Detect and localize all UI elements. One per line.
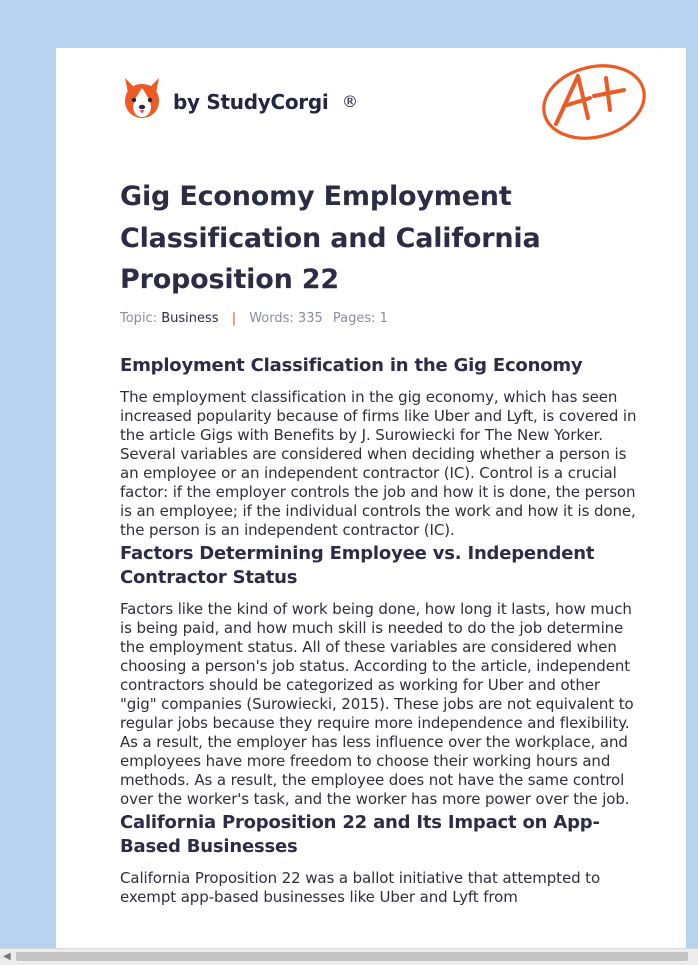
- horizontal-scrollbar[interactable]: [0, 948, 698, 965]
- section-heading: Factors Determining Employee vs. Independent Contractor Status: [120, 543, 595, 588]
- topic-link[interactable]: Business: [161, 311, 219, 326]
- brand-name: by StudyCorgi: [173, 90, 329, 114]
- essay-body: [120, 354, 640, 907]
- page-title: Gig Economy Employment Classification and California Proposition 22: [120, 181, 541, 295]
- word-count: Words: 335: [249, 311, 323, 326]
- a-plus-grade-icon: [538, 58, 648, 140]
- section-paragraph: The employment classification in the gig economy, which has seen increased popularity because of firms like Uber and Lyft, is covered in the article Gigs with Benefits by J. Surowiecki for The New Yorker. Several variables are considered when deciding whether a person is an employee or an independent contractor (IC). Control is a crucial factor: if the employer controls the job and how it is done, the person is an employee; if the individual controls the work and how it is done, the person is an independent contractor (IC).: [120, 388, 637, 539]
- section-paragraph: Factors like the kind of work being done, how long it lasts, how much is being paid, and how much skill is needed to do the job determine the employment status. All of these variables are considered when choosing a person's job status. According to the article, independent contractors should be categorized as working for Uber and other "gig" companies (Surowiecki, 2015). These jobs are not equivalent to regular jobs because they require more independence and flexibility. As a result, the employer has less influence over the workplace, and employees have more freedom to choose their working hours and methods. As a result, the employee does not have the same control over the worker's task, and the worker has more power over the job.: [120, 600, 634, 808]
- page-count: Pages: 1: [332, 311, 388, 326]
- meta-separator: |: [231, 311, 237, 326]
- scrollbar-thumb[interactable]: [16, 952, 688, 961]
- essay-meta: [120, 311, 388, 326]
- scroll-left-arrow-icon[interactable]: ◀: [3, 951, 11, 962]
- section-heading: Employment Classification in the Gig Economy: [120, 355, 583, 376]
- topic-label: Topic:: [120, 311, 158, 326]
- corgi-logo-icon: [120, 76, 164, 120]
- section-heading: California Proposition 22 and Its Impact on App-Based Businesses: [120, 812, 600, 857]
- section-paragraph: California Proposition 22 was a ballot initiative that attempted to exempt app-based businesses like Uber and Lyft from: [120, 869, 601, 906]
- registered-mark: ®: [342, 92, 358, 111]
- document-page: [56, 48, 686, 952]
- brand-header[interactable]: [120, 76, 328, 120]
